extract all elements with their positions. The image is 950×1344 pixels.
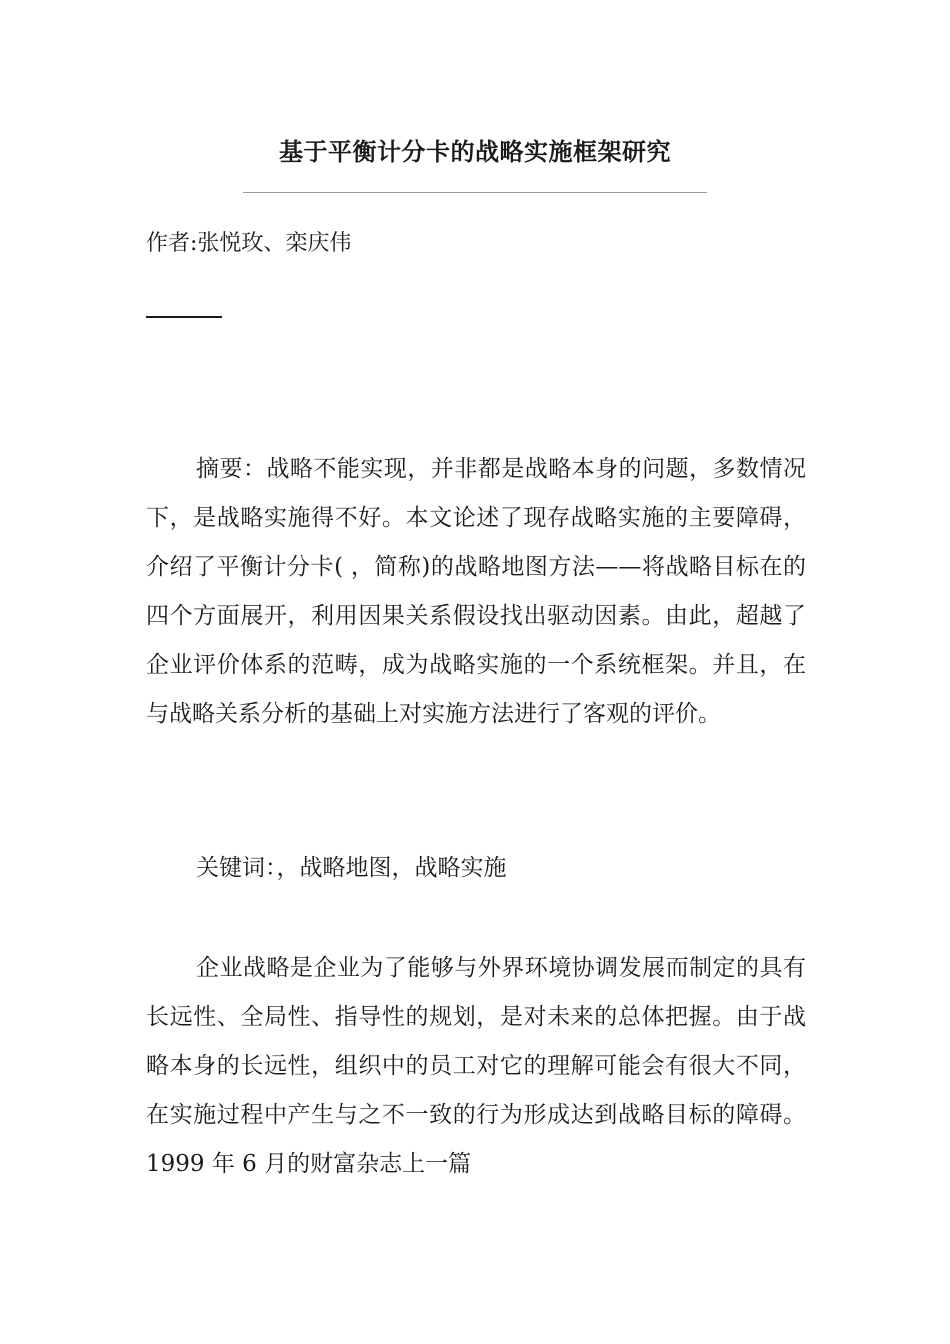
author-divider	[146, 316, 222, 318]
author-line: 作者:张悦玫、栾庆伟	[146, 231, 352, 256]
body-paragraph: 企业战略是企业为了能够与外界环境协调发展而制定的具有长远性、全局性、指导性的规划，是对未来的总体把握。由于战略本身的长远性，组织中的员工对它的理解可能会有很大不同，在实施过程中产生与之不一致的行为形成达到战略目标的障碍。1999 年 6 月的财富杂志上一篇	[146, 955, 806, 1177]
title-divider	[243, 192, 707, 193]
keywords-line: 关键词：，战略地图，战略实施	[196, 855, 507, 881]
abstract-paragraph: 摘要：战略不能实现，并非都是战略本身的问题，多数情况下，是战略实施得不好。本文论述了现存战略实施的主要障碍，介绍了平衡计分卡( ，简称)的战略地图方法——将战略目标在的四个方面展开，利用因果关系假设找出驱动因素。由此，超越了企业评价体系的范畴，成为战略实施的一个系统框架。并且，在与战略关系分析的基础上对实施方法进行了客观的评价。	[146, 456, 806, 727]
document-title: 基于平衡计分卡的战略实施框架研究	[279, 137, 671, 166]
